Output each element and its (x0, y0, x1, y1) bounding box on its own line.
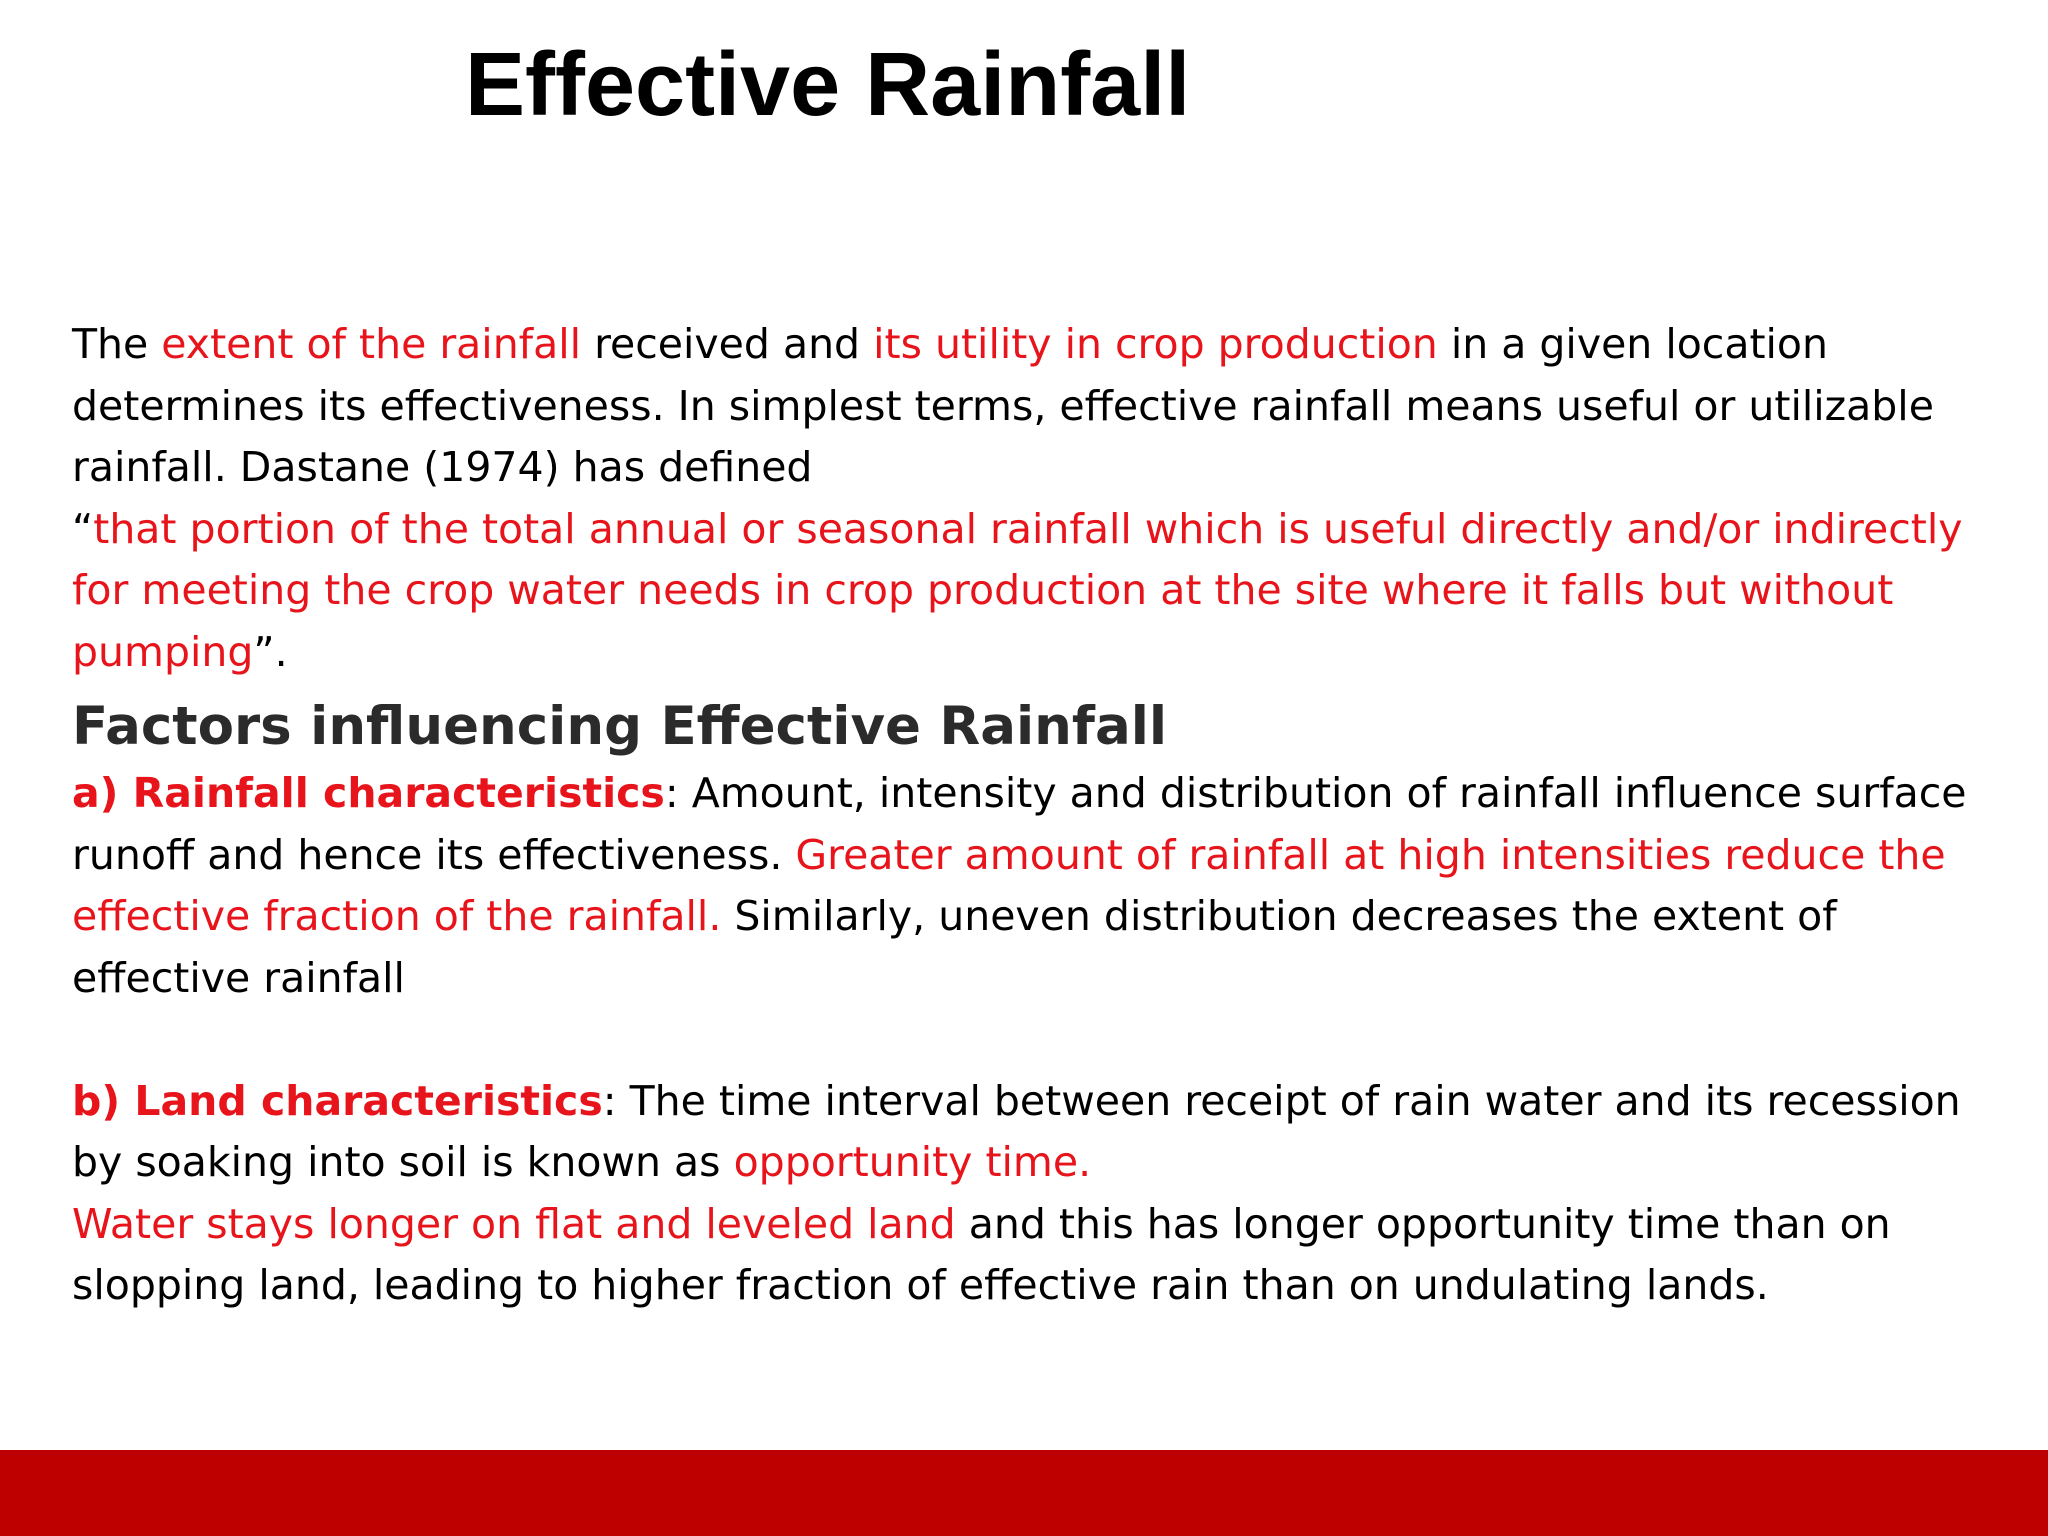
intro-text-1: The (72, 320, 162, 368)
intro-text-2: received and (581, 320, 874, 368)
factor-b-text-2: and this has longer opportunity time than on slopping land, leading to higher fraction of effective rain than on undulating lands. (72, 1199, 1891, 1309)
factor-a-paragraph (72, 763, 2002, 1009)
opportunity-time-term: opportunity time. (733, 1138, 1092, 1186)
factor-a-text-1: : Amount, intensity and distribution of rainfall influence surface runoff and hence its effectiveness. (72, 769, 1967, 879)
factor-b-text-1: : The time interval between receipt of rain water and its recession by soaking into soil is known as (72, 1076, 1961, 1186)
factors-heading: Factors influencing Effective Rainfall (72, 696, 1168, 757)
intro-highlight-extent: extent of the rainfall (161, 320, 582, 368)
footer-bar (0, 1450, 2048, 1536)
slide-title: Effective Rainfall (465, 35, 1191, 135)
paragraph-spacer (72, 1009, 2002, 1071)
intro-paragraph (72, 314, 2002, 683)
factor-b-highlight: Water stays longer on flat and leveled land (72, 1199, 956, 1248)
slide-body (72, 314, 2002, 1317)
quote-close: ”. (253, 627, 288, 676)
factor-b-paragraph (72, 1071, 2002, 1317)
definition-quote: that portion of the total annual or seasonal rainfall which is useful directly and/or indirectly for meeting the crop water needs in crop production at the site where it falls but without pumping (72, 504, 1963, 676)
factor-b-label: b) Land characteristics (72, 1076, 603, 1125)
factor-a-highlight: Greater amount of rainfall at high intensities reduce the effective fraction of the rainfall. (72, 830, 1946, 940)
intro-highlight-utility: its utility in crop production (873, 320, 1438, 368)
factor-a-label: a) Rainfall characteristics (72, 769, 665, 817)
intro-text-3: in a given location determines its effectiveness. In simplest terms, effective rainfall means useful or utilizable rainfall. Dastane (1974) has defined (72, 320, 1934, 491)
factor-a-text-2: Similarly, uneven distribution decreases the extent of effective rainfall (72, 892, 1837, 1002)
quote-open: “ (72, 504, 94, 553)
